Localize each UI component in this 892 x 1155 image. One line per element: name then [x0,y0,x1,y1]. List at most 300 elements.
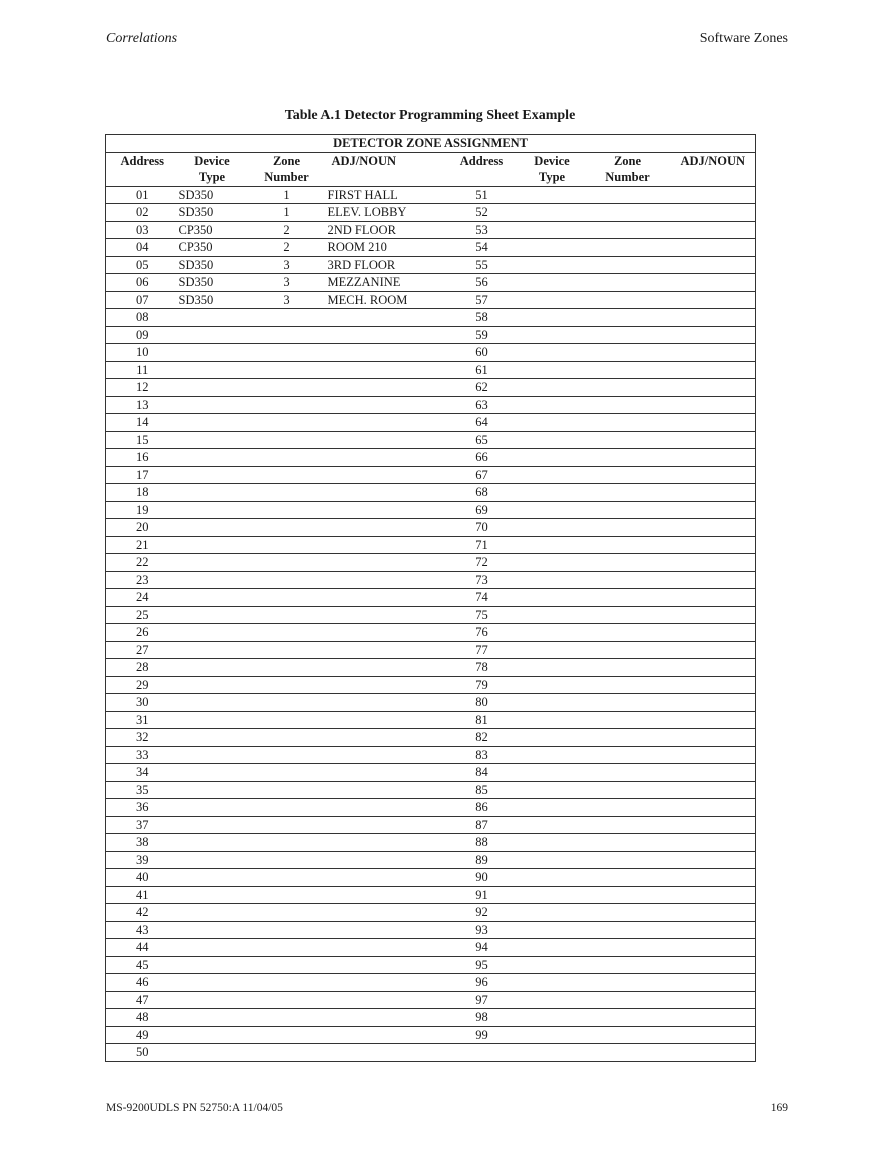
address-left-cell: 17 [106,466,179,484]
column-header-row [106,152,756,186]
zone-number-right-cell [587,501,669,519]
adj-noun-right-cell [669,799,756,817]
adj-noun-right-cell [669,519,756,537]
adj-noun-left-cell [328,554,446,572]
address-left-cell: 47 [106,991,179,1009]
zone-number-right-cell [587,291,669,309]
device-type-left-cell [179,309,246,327]
device-type-left-cell [179,379,246,397]
device-type-right-cell [518,414,587,432]
device-type-left-cell: SD350 [179,256,246,274]
address-right-cell: 98 [446,1009,518,1027]
address-left-cell: 45 [106,956,179,974]
device-type-right-cell [518,659,587,677]
table-title: Table A.1 Detector Programming Sheet Example [284,108,576,123]
adj-noun-left-cell [328,659,446,677]
device-type-left-cell [179,536,246,554]
device-type-left-cell [179,781,246,799]
table-row [106,256,756,274]
col-header-address-left: Address [106,152,179,186]
table-body [106,186,756,1061]
device-type-right-cell [518,746,587,764]
table-row [106,589,756,607]
adj-noun-right-cell [669,869,756,887]
col-header-zone-line2: Number [264,170,309,184]
zone-number-left-cell [246,676,328,694]
address-left-cell: 27 [106,641,179,659]
table-row [106,186,756,204]
table-row [106,711,756,729]
table-row [106,729,756,747]
zone-number-right-cell [587,694,669,712]
device-type-right-cell [518,379,587,397]
device-type-left-cell [179,729,246,747]
zone-number-left-cell [246,414,328,432]
device-type-right-cell [518,676,587,694]
table-row [106,291,756,309]
zone-number-right-cell [587,886,669,904]
device-type-right-cell [518,729,587,747]
zone-number-right-cell [587,274,669,292]
zone-number-left-cell [246,764,328,782]
zone-number-left-cell [246,991,328,1009]
zone-number-left-cell [246,1026,328,1044]
zone-number-left-cell [246,554,328,572]
address-right-cell: 74 [446,589,518,607]
col-header-adj-noun-left: ADJ/NOUN [328,152,446,186]
device-type-left-cell [179,1044,246,1062]
address-right-cell: 93 [446,921,518,939]
address-right-cell: 72 [446,554,518,572]
address-right-cell: 82 [446,729,518,747]
device-type-left-cell [179,746,246,764]
zone-number-left-cell [246,799,328,817]
device-type-right-cell [518,1026,587,1044]
address-right-cell: 96 [446,974,518,992]
address-right-cell: 63 [446,396,518,414]
address-right-cell: 94 [446,939,518,957]
zone-number-right-cell [587,746,669,764]
table-row [106,449,756,467]
address-right-cell: 67 [446,466,518,484]
zone-number-left-cell: 3 [246,291,328,309]
device-type-left-cell: SD350 [179,186,246,204]
zone-number-left-cell: 3 [246,274,328,292]
zone-number-right-cell [587,554,669,572]
adj-noun-right-cell [669,781,756,799]
address-right-cell: 88 [446,834,518,852]
adj-noun-right-cell [669,449,756,467]
col-header-address-right: Address [446,152,518,186]
table-row [106,816,756,834]
address-left-cell: 08 [106,309,179,327]
device-type-right-cell [518,326,587,344]
zone-number-left-cell [246,869,328,887]
adj-noun-left-cell [328,711,446,729]
address-left-cell: 38 [106,834,179,852]
address-left-cell: 30 [106,694,179,712]
device-type-left-cell [179,606,246,624]
device-type-right-cell [518,711,587,729]
adj-noun-left-cell [328,624,446,642]
device-type-left-cell [179,501,246,519]
address-right-cell: 64 [446,414,518,432]
device-type-left-cell [179,816,246,834]
device-type-left-cell [179,571,246,589]
running-header-section: Correlations [106,31,178,46]
zone-number-right-cell [587,641,669,659]
zone-number-left-cell [246,466,328,484]
address-left-cell: 34 [106,764,179,782]
address-left-cell: 09 [106,326,179,344]
table-row [106,466,756,484]
zone-number-right-cell [587,221,669,239]
adj-noun-left-cell [328,449,446,467]
device-type-right-cell [518,239,587,257]
adj-noun-left-cell [328,431,446,449]
address-right-cell: 53 [446,221,518,239]
address-left-cell: 23 [106,571,179,589]
device-type-right-cell [518,921,587,939]
device-type-right-cell [518,764,587,782]
adj-noun-left-cell [328,869,446,887]
table-row [106,606,756,624]
address-left-cell: 39 [106,851,179,869]
device-type-right-cell [518,1044,587,1062]
table-row [106,239,756,257]
address-left-cell: 26 [106,624,179,642]
address-left-cell: 10 [106,344,179,362]
address-right-cell: 92 [446,904,518,922]
table-row [106,834,756,852]
table-row [106,204,756,222]
address-right-cell: 65 [446,431,518,449]
device-type-right-cell [518,974,587,992]
zone-number-right-cell [587,204,669,222]
adj-noun-right-cell [669,974,756,992]
zone-number-left-cell: 1 [246,186,328,204]
device-type-left-cell [179,396,246,414]
table-row [106,396,756,414]
address-left-cell: 28 [106,659,179,677]
adj-noun-left-cell [328,1026,446,1044]
zone-number-right-cell [587,1044,669,1062]
device-type-left-cell [179,1009,246,1027]
adj-noun-right-cell [669,1026,756,1044]
zone-number-left-cell [246,974,328,992]
address-left-cell: 06 [106,274,179,292]
address-left-cell: 40 [106,869,179,887]
address-right-cell: 76 [446,624,518,642]
address-right-cell: 81 [446,711,518,729]
col-header-zone-number-left [246,152,328,186]
zone-number-right-cell [587,939,669,957]
table-row [106,676,756,694]
table-row [106,221,756,239]
zone-number-left-cell [246,589,328,607]
address-left-cell: 50 [106,1044,179,1062]
device-type-left-cell [179,449,246,467]
device-type-left-cell [179,554,246,572]
device-type-right-cell [518,781,587,799]
adj-noun-left-cell [328,974,446,992]
address-right-cell: 73 [446,571,518,589]
zone-number-right-cell [587,991,669,1009]
address-right-cell: 68 [446,484,518,502]
address-right-cell: 86 [446,799,518,817]
device-type-right-cell [518,956,587,974]
address-right-cell: 60 [446,344,518,362]
device-type-right-cell [518,641,587,659]
address-right-cell: 66 [446,449,518,467]
zone-number-right-cell [587,729,669,747]
zone-number-left-cell [246,379,328,397]
zone-number-left-cell [246,571,328,589]
adj-noun-left-cell [328,589,446,607]
device-type-left-cell [179,834,246,852]
address-right-cell: 80 [446,694,518,712]
adj-noun-right-cell [669,816,756,834]
adj-noun-right-cell [669,991,756,1009]
zone-number-right-cell [587,326,669,344]
table-banner: DETECTOR ZONE ASSIGNMENT [106,135,756,153]
zone-number-right-cell [587,536,669,554]
device-type-right-cell [518,834,587,852]
address-right-cell: 84 [446,764,518,782]
adj-noun-left-cell [328,939,446,957]
col-header-zone-line2: Number [605,170,650,184]
table-row [106,1009,756,1027]
device-type-left-cell [179,414,246,432]
zone-number-left-cell [246,956,328,974]
table-row [106,991,756,1009]
device-type-right-cell [518,344,587,362]
device-type-right-cell [518,291,587,309]
adj-noun-left-cell [328,729,446,747]
adj-noun-left-cell [328,309,446,327]
device-type-left-cell [179,519,246,537]
device-type-left-cell [179,991,246,1009]
zone-number-right-cell [587,869,669,887]
device-type-left-cell [179,764,246,782]
adj-noun-right-cell [669,641,756,659]
device-type-right-cell [518,554,587,572]
table-row [106,379,756,397]
adj-noun-left-cell [328,991,446,1009]
adj-noun-right-cell [669,676,756,694]
zone-number-left-cell [246,624,328,642]
adj-noun-right-cell [669,309,756,327]
address-right-cell [446,1044,518,1062]
table-row [106,519,756,537]
address-right-cell: 71 [446,536,518,554]
adj-noun-left-cell [328,326,446,344]
table-row [106,571,756,589]
col-header-device-line1: Device [194,153,230,168]
table-row [106,414,756,432]
adj-noun-left-cell: MECH. ROOM [328,291,446,309]
col-header-zone-line1: Zone [613,153,642,168]
device-type-right-cell [518,309,587,327]
zone-number-right-cell [587,309,669,327]
address-left-cell: 20 [106,519,179,537]
address-right-cell: 87 [446,816,518,834]
adj-noun-right-cell [669,939,756,957]
zone-number-left-cell [246,746,328,764]
device-type-right-cell [518,624,587,642]
table-row [106,659,756,677]
device-type-left-cell [179,921,246,939]
page-number: 169 [770,1102,788,1114]
zone-number-right-cell [587,781,669,799]
zone-number-left-cell [246,344,328,362]
adj-noun-right-cell [669,221,756,239]
device-type-left-cell [179,1026,246,1044]
zone-number-left-cell [246,1044,328,1062]
adj-noun-left-cell [328,904,446,922]
address-left-cell: 21 [106,536,179,554]
address-left-cell: 05 [106,256,179,274]
address-left-cell: 42 [106,904,179,922]
device-type-right-cell [518,186,587,204]
table-row [106,274,756,292]
zone-number-right-cell [587,816,669,834]
device-type-right-cell [518,449,587,467]
zone-number-right-cell [587,344,669,362]
device-type-left-cell [179,484,246,502]
adj-noun-right-cell [669,344,756,362]
zone-number-right-cell [587,1009,669,1027]
address-right-cell: 90 [446,869,518,887]
zone-number-left-cell [246,851,328,869]
zone-number-left-cell [246,396,328,414]
zone-number-left-cell [246,361,328,379]
address-right-cell: 79 [446,676,518,694]
col-header-device-type-left [179,152,246,186]
adj-noun-left-cell [328,414,446,432]
table-row [106,484,756,502]
zone-number-left-cell [246,921,328,939]
adj-noun-right-cell [669,956,756,974]
device-type-left-cell: SD350 [179,274,246,292]
zone-number-right-cell [587,589,669,607]
adj-noun-right-cell [669,729,756,747]
device-type-left-cell [179,361,246,379]
address-right-cell: 70 [446,519,518,537]
col-header-adj-noun-right: ADJ/NOUN [669,152,756,186]
zone-number-right-cell [587,764,669,782]
zone-number-right-cell [587,904,669,922]
adj-noun-left-cell [328,501,446,519]
address-left-cell: 01 [106,186,179,204]
adj-noun-right-cell [669,851,756,869]
col-header-device-line2: Type [538,170,566,184]
zone-number-right-cell [587,974,669,992]
adj-noun-left-cell [328,764,446,782]
adj-noun-right-cell [669,361,756,379]
device-type-right-cell [518,256,587,274]
device-type-right-cell [518,904,587,922]
adj-noun-right-cell [669,466,756,484]
zone-number-left-cell [246,641,328,659]
adj-noun-left-cell: 2ND FLOOR [328,221,446,239]
address-right-cell: 83 [446,746,518,764]
zone-number-right-cell [587,711,669,729]
adj-noun-left-cell [328,676,446,694]
adj-noun-left-cell [328,799,446,817]
device-type-right-cell [518,606,587,624]
device-type-left-cell [179,326,246,344]
adj-noun-right-cell [669,396,756,414]
adj-noun-left-cell: 3RD FLOOR [328,256,446,274]
zone-number-right-cell [587,799,669,817]
zone-number-right-cell [587,396,669,414]
device-type-left-cell: CP350 [179,221,246,239]
device-type-right-cell [518,484,587,502]
zone-number-left-cell [246,309,328,327]
adj-noun-right-cell [669,904,756,922]
address-left-cell: 48 [106,1009,179,1027]
device-type-left-cell [179,956,246,974]
col-header-device-line1: Device [534,153,570,168]
adj-noun-left-cell [328,536,446,554]
address-right-cell: 99 [446,1026,518,1044]
address-left-cell: 32 [106,729,179,747]
address-right-cell: 62 [446,379,518,397]
device-type-left-cell: SD350 [179,204,246,222]
address-left-cell: 49 [106,1026,179,1044]
adj-noun-left-cell [328,361,446,379]
address-left-cell: 25 [106,606,179,624]
zone-number-left-cell [246,659,328,677]
zone-number-left-cell: 2 [246,239,328,257]
adj-noun-right-cell [669,571,756,589]
adj-noun-right-cell [669,379,756,397]
address-left-cell: 44 [106,939,179,957]
device-type-right-cell [518,571,587,589]
col-header-zone-number-right [587,152,669,186]
adj-noun-right-cell [669,746,756,764]
table-row [106,694,756,712]
address-right-cell: 52 [446,204,518,222]
zone-number-left-cell [246,816,328,834]
zone-number-left-cell: 3 [246,256,328,274]
table-row [106,1026,756,1044]
table-row [106,536,756,554]
zone-number-left-cell [246,729,328,747]
address-left-cell: 16 [106,449,179,467]
address-right-cell: 69 [446,501,518,519]
zone-number-right-cell [587,606,669,624]
address-left-cell: 43 [106,921,179,939]
adj-noun-left-cell [328,834,446,852]
table-row [106,361,756,379]
address-right-cell: 61 [446,361,518,379]
running-header-chapter: Software Zones [699,31,788,46]
col-header-device-type-right [518,152,587,186]
zone-number-right-cell [587,624,669,642]
table-row [106,1044,756,1062]
zone-number-right-cell [587,431,669,449]
zone-number-right-cell [587,361,669,379]
device-type-left-cell [179,431,246,449]
adj-noun-left-cell [328,921,446,939]
adj-noun-left-cell [328,466,446,484]
address-right-cell: 85 [446,781,518,799]
zone-number-left-cell [246,326,328,344]
address-right-cell: 78 [446,659,518,677]
address-right-cell: 51 [446,186,518,204]
